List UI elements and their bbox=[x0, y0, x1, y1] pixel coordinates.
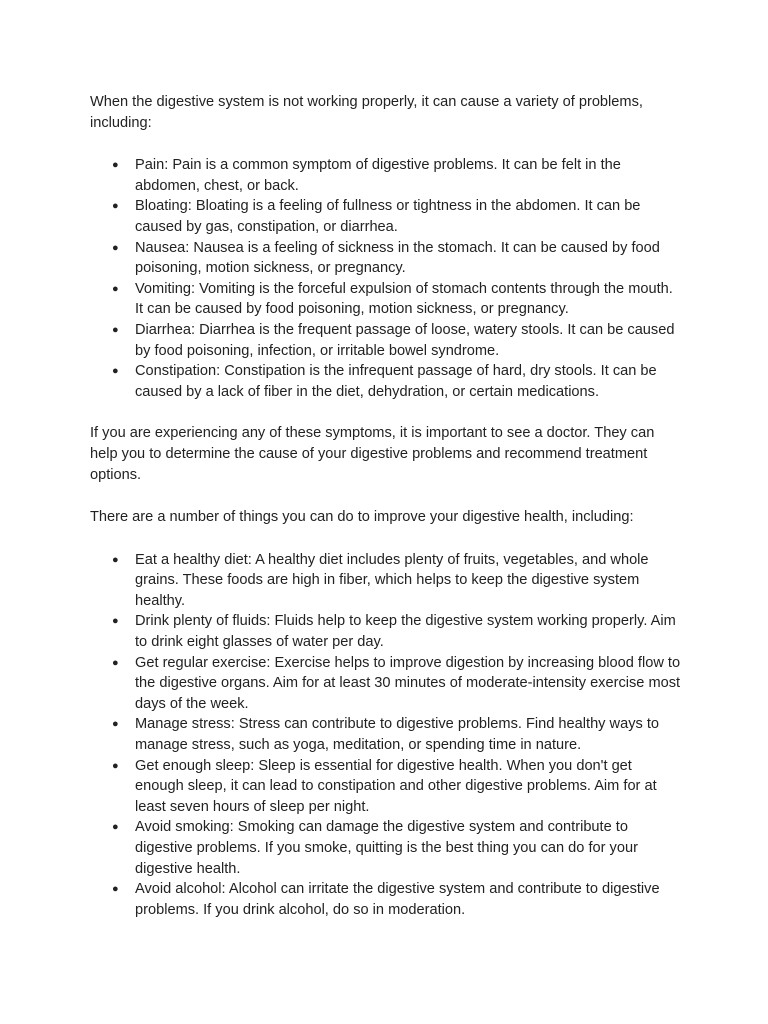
bullet-icon: ● bbox=[112, 821, 119, 834]
list-item bbox=[90, 320, 682, 361]
list-item-text: Pain: Pain is a common symptom of digestive problems. It can be felt in the abdomen, chest, or back. bbox=[135, 157, 621, 194]
list-item-text: Avoid alcohol: Alcohol can irritate the digestive system and contribute to digestive problems. If you drink alcohol, do so in moderation. bbox=[135, 881, 660, 918]
list-item bbox=[90, 155, 682, 196]
list-item bbox=[90, 879, 682, 920]
list-item-text: Constipation: Constipation is the infrequent passage of hard, dry stools. It can be caused by a lack of fiber in the diet, dehydration, or certain medications. bbox=[135, 363, 657, 400]
bullet-icon: ● bbox=[112, 323, 119, 336]
list-item-text: Nausea: Nausea is a feeling of sickness in the stomach. It can be caused by food poisoning, motion sickness, or pregnancy. bbox=[135, 239, 660, 277]
bullet-icon: ● bbox=[112, 282, 119, 295]
tips-list bbox=[90, 550, 682, 921]
list-item bbox=[90, 550, 682, 612]
list-item bbox=[90, 611, 682, 652]
bullet-icon: ● bbox=[112, 200, 119, 213]
list-item-text: Get regular exercise: Exercise helps to improve digestion by increasing blood flow to the digestive organs. Aim for at least 30 minutes of moderate-intensity exercise most days of the week. bbox=[135, 654, 681, 712]
list-item bbox=[90, 714, 682, 755]
bullet-icon: ● bbox=[112, 759, 119, 772]
list-item-text: Get enough sleep: Sleep is essential for digestive health. When you don't get enough sleep, it can lead to constipation and other digestive problems. Aim for at least seven hours of sleep per night. bbox=[135, 757, 657, 815]
list-item bbox=[90, 756, 682, 818]
list-item bbox=[90, 196, 682, 237]
list-item-text: Drink plenty of fluids: Fluids help to keep the digestive system working properly. Aim to drink eight glasses of water per day. bbox=[135, 613, 676, 651]
list-item-text: Avoid smoking: Smoking can damage the digestive system and contribute to digestive problems. If you smoke, quitting is the best thing you can do for your digestive health. bbox=[135, 819, 638, 877]
list-item bbox=[90, 361, 682, 402]
list-item-text: Bloating: Bloating is a feeling of fullness or tightness in the abdomen. It can be caused by gas, constipation, or diarrhea. bbox=[135, 198, 641, 235]
bullet-icon: ● bbox=[112, 553, 119, 566]
doctor-advice-paragraph: If you are experiencing any of these symptoms, it is important to see a doctor. They can help you to determine the cause of your digestive problems and recommend treatment options. bbox=[90, 425, 655, 483]
list-item bbox=[90, 653, 682, 715]
list-item-text: Manage stress: Stress can contribute to digestive problems. Find healthy ways to manage stress, such as yoga, meditation, or spending time in nature. bbox=[135, 716, 660, 754]
list-item-text: Eat a healthy diet: A healthy diet includes plenty of fruits, vegetables, and whole grains. These foods are high in fiber, which helps to keep the digestive system healthy. bbox=[135, 551, 649, 609]
list-item bbox=[90, 279, 682, 320]
bullet-icon: ● bbox=[112, 883, 119, 896]
bullet-icon: ● bbox=[112, 159, 119, 172]
intro-paragraph: When the digestive system is not working properly, it can cause a variety of problems, including: bbox=[90, 94, 643, 131]
list-item bbox=[90, 817, 682, 879]
list-item-text: Vomiting: Vomiting is the forceful expulsion of stomach contents through the mouth. It can be caused by food poisoning, motion sickness, or pregnancy. bbox=[135, 280, 673, 318]
list-item bbox=[90, 238, 682, 279]
bullet-icon: ● bbox=[112, 656, 119, 669]
list-item-text: Diarrhea: Diarrhea is the frequent passage of loose, watery stools. It can be caused by food poisoning, infection, or irritable bowel syndrome. bbox=[135, 321, 675, 359]
improve-intro-paragraph: There are a number of things you can do to improve your digestive health, including: bbox=[90, 509, 634, 526]
problems-list bbox=[90, 155, 682, 402]
bullet-icon: ● bbox=[112, 718, 119, 731]
document-page bbox=[90, 92, 682, 941]
bullet-icon: ● bbox=[112, 615, 119, 628]
bullet-icon: ● bbox=[112, 241, 119, 254]
bullet-icon: ● bbox=[112, 365, 119, 378]
